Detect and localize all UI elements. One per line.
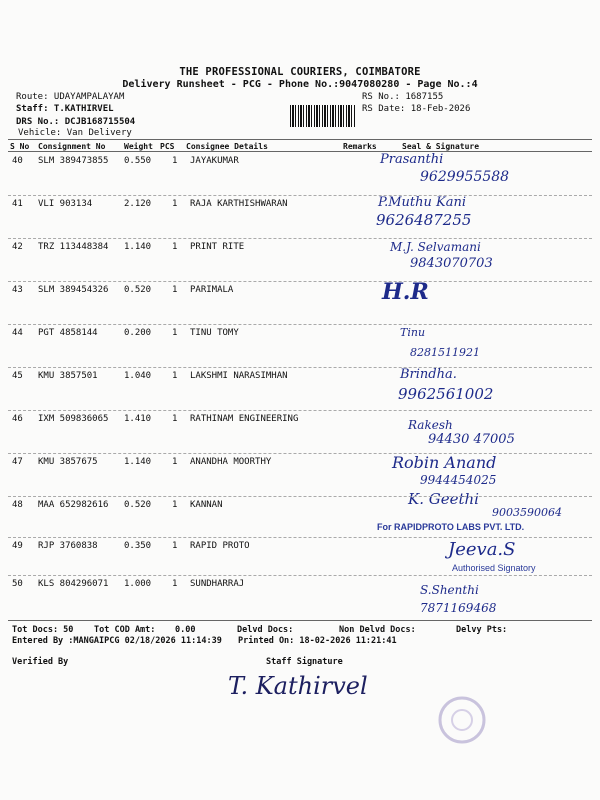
row-divider <box>8 367 592 368</box>
row-consignment-no: KMU 3857675 <box>38 457 98 467</box>
faint-stamp-mark <box>432 690 492 750</box>
row-sno: 41 <box>12 199 23 209</box>
row-signature: Tinu <box>400 326 426 339</box>
runsheet-subtitle: Delivery Runsheet - PCG - Phone No.:9047080280 - Page No.:4 <box>122 79 478 90</box>
row-signature-phone: 9003590064 <box>492 506 562 519</box>
row-signature-phone: 8281511921 <box>410 346 480 359</box>
row-sno: 45 <box>12 371 23 381</box>
row-signature-phone: 9626487255 <box>376 211 472 229</box>
row-sno: 47 <box>12 457 23 467</box>
col-header-consignment: Consignment No <box>38 142 106 151</box>
table-row <box>0 238 600 281</box>
row-pcs: 1 <box>172 156 178 166</box>
row-consignment-no: KLS 804296071 <box>38 579 109 589</box>
row-weight: 1.140 <box>124 242 152 252</box>
row-pcs: 1 <box>172 500 178 510</box>
vehicle-label: Vehicle: Van Delivery <box>18 128 132 138</box>
row-pcs: 1 <box>172 328 178 338</box>
row-consignment-no: VLI 903134 <box>38 199 93 209</box>
row-weight: 1.410 <box>124 414 152 424</box>
row-signature-phone: 94430 47005 <box>428 432 515 447</box>
row-divider <box>8 496 592 497</box>
row-consignee: KANNAN <box>190 500 223 510</box>
row-consignment-no: IXM 509836065 <box>38 414 109 424</box>
row-weight: 0.550 <box>124 156 152 166</box>
staff-label: Staff: T.KATHIRVEL <box>16 104 114 114</box>
col-header-consignee: Consignee Details <box>186 142 268 151</box>
total-docs: Tot Docs: 50 <box>12 625 74 635</box>
row-weight: 1.040 <box>124 371 152 381</box>
row-signature-phone: 9843070703 <box>410 256 493 271</box>
row-divider <box>8 537 592 538</box>
row-pcs: 1 <box>172 541 178 551</box>
row-signature-phone: 9629955588 <box>420 169 510 185</box>
row-sno: 44 <box>12 328 23 338</box>
row-weight: 0.350 <box>124 541 152 551</box>
row-signature: Jeeva.S <box>448 539 516 560</box>
row-signature-phone: 7871169468 <box>420 601 497 615</box>
row-sno: 40 <box>12 156 23 166</box>
row-consignment-no: SLM 389454326 <box>38 285 109 295</box>
row-consignment-no: RJP 3760838 <box>38 541 98 551</box>
col-header-weight: Weight <box>124 142 153 151</box>
table-row <box>0 453 600 496</box>
row-consignment-no: PGT 4858144 <box>38 328 98 338</box>
row-signature-phone: 9944454025 <box>420 473 497 487</box>
row-pcs: 1 <box>172 371 178 381</box>
company-stamp: For RAPIDPROTO LABS PVT. LTD. <box>377 522 525 532</box>
col-header-seal: Seal & Signature <box>402 142 480 151</box>
row-consignment-no: TRZ 113448384 <box>38 242 109 252</box>
row-consignee: PRINT RITE <box>190 242 245 252</box>
table-row <box>0 410 600 453</box>
row-signature: P.Muthu Kani <box>378 195 467 210</box>
delivered-docs: Delvd Docs: <box>237 625 294 635</box>
row-signature: Robin Anand <box>392 453 497 472</box>
staff-signature-scrawl: T. Kathirvel <box>228 672 368 700</box>
row-weight: 2.120 <box>124 199 152 209</box>
col-header-remarks: Remarks <box>343 142 377 151</box>
row-signature: M.J. Selvamani <box>390 240 481 254</box>
printed-on: Printed On: 18-02-2026 11:21:41 <box>238 636 397 646</box>
table-row <box>0 152 600 195</box>
table-bottom-border <box>8 620 592 621</box>
row-divider <box>8 195 592 196</box>
rs-number: RS No.: 1687155 <box>362 92 444 102</box>
table-row <box>0 537 600 575</box>
row-signature: H.R <box>382 279 429 305</box>
row-pcs: 1 <box>172 457 178 467</box>
row-weight: 1.000 <box>124 579 152 589</box>
row-signature: Brindha. <box>400 367 457 382</box>
row-signature-phone: 9962561002 <box>398 385 494 403</box>
verified-by-label: Verified By <box>12 657 69 667</box>
non-delivered-docs: Non Delvd Docs: <box>339 625 416 635</box>
row-consignment-no: SLM 389473855 <box>38 156 109 166</box>
row-consignee: RAJA KARTHISHWARAN <box>190 199 288 209</box>
row-pcs: 1 <box>172 285 178 295</box>
row-consignment-no: KMU 3857501 <box>38 371 98 381</box>
table-row <box>0 575 600 620</box>
table-row <box>0 281 600 324</box>
row-pcs: 1 <box>172 579 178 589</box>
staff-signature-label: Staff Signature <box>266 657 343 667</box>
row-pcs: 1 <box>172 199 178 209</box>
row-consignee: PARIMALA <box>190 285 234 295</box>
row-sno: 46 <box>12 414 23 424</box>
row-sno: 50 <box>12 579 23 589</box>
row-divider <box>8 324 592 325</box>
row-sno: 48 <box>12 500 23 510</box>
row-consignee: LAKSHMI NARASIMHAN <box>190 371 288 381</box>
authorised-signatory-stamp: Authorised Signatory <box>452 563 536 573</box>
table-row <box>0 324 600 367</box>
total-cod-label: Tot COD Amt: <box>94 625 156 635</box>
table-top-border <box>8 139 592 140</box>
row-signature: Prasanthi <box>380 152 444 167</box>
row-weight: 0.200 <box>124 328 152 338</box>
rs-date: RS Date: 18-Feb-2026 <box>362 104 471 114</box>
row-consignee: TINU TOMY <box>190 328 239 338</box>
table-row <box>0 367 600 410</box>
row-sno: 42 <box>12 242 23 252</box>
row-consignee: RATHINAM ENGINEERING <box>190 414 299 424</box>
table-row <box>0 195 600 238</box>
row-divider <box>8 410 592 411</box>
row-consignment-no: MAA 652982616 <box>38 500 109 510</box>
barcode-image <box>290 105 355 127</box>
row-sno: 49 <box>12 541 23 551</box>
row-signature: Rakesh <box>408 418 453 432</box>
row-signature: S.Shenthi <box>420 583 479 597</box>
total-cod-amount: 0.00 <box>175 625 196 635</box>
row-pcs: 1 <box>172 414 178 424</box>
row-divider <box>8 453 592 454</box>
row-pcs: 1 <box>172 242 178 252</box>
route-label: Route: UDAYAMPALAYAM <box>16 92 125 102</box>
row-sno: 43 <box>12 285 23 295</box>
row-weight: 1.140 <box>124 457 152 467</box>
row-weight: 0.520 <box>124 500 152 510</box>
row-divider <box>8 281 592 282</box>
row-consignee: RAPID PROTO <box>190 541 250 551</box>
runsheet-title: THE PROFESSIONAL COURIERS, COIMBATORE <box>179 66 421 78</box>
drs-number: DRS No.: DCJB168715504 <box>16 117 136 127</box>
col-header-sno: S No <box>10 142 30 151</box>
delivery-points: Delvy Pts: <box>456 625 508 635</box>
row-consignee: JAYAKUMAR <box>190 156 239 166</box>
row-consignee: SUNDHARRAJ <box>190 579 245 589</box>
row-signature: K. Geethi <box>408 490 479 508</box>
row-divider <box>8 575 592 576</box>
row-consignee: ANANDHA MOORTHY <box>190 457 272 467</box>
col-header-pcs: PCS <box>160 142 175 151</box>
entered-by: Entered By :MANGAIPCG 02/18/2026 11:14:39 <box>12 636 222 646</box>
row-weight: 0.520 <box>124 285 152 295</box>
row-divider <box>8 238 592 239</box>
